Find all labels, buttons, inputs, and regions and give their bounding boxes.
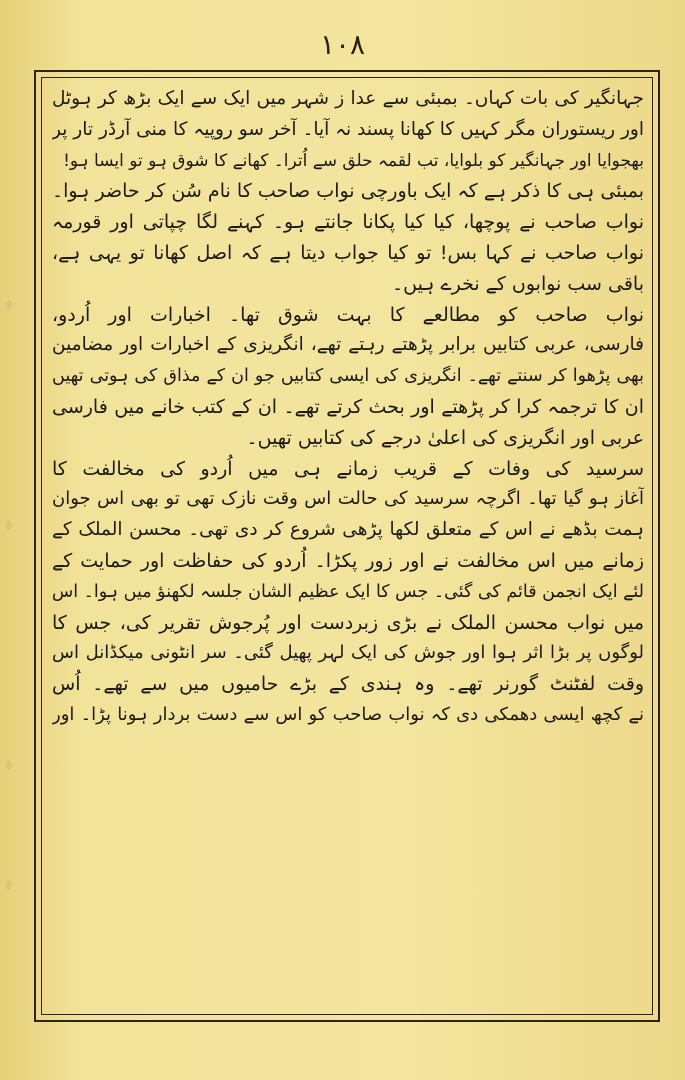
binding-hole [6, 760, 12, 770]
text-line: عربی اور انگریزی کی اعلیٰ درجے کی کتابیں تھیں۔ [246, 426, 644, 449]
binding-hole [6, 300, 12, 310]
text-line: نواب صاحب کو مطالعے کا بہت شوق تھا۔ اخبارات اور اُردو، [52, 303, 644, 326]
binding-holes [6, 0, 16, 1080]
text-line: وقت لفٹنٹ گورنر تھے۔ وہ ہندی کے بڑے حامیوں میں سے تھے۔ اُس [52, 673, 644, 696]
text-line: باقی سب نوابوں کے نخرے ہیں۔ [391, 272, 644, 295]
text-line: نواب صاحب نے کہا بس! تو کیا جواب دیتا ہے کہ اصل کھانا تو یہی ہے، [52, 241, 644, 264]
text-line: نواب صاحب نے پوچھا، کیا کیا پکانا جانتے ہو۔ کہنے لگا چپاتی اور قورمہ [52, 211, 644, 234]
binding-hole [6, 880, 12, 890]
text-line: نے کچھ ایسی دھمکی دی کہ نواب صاحب کو اس سے دست بردار ہونا پڑا۔ اور [52, 703, 644, 725]
text-line: بھجوایا اور جہانگیر کو بلوایا، تب لقمہ حلق سے اُترا۔ کھانے کا شوق ہو تو ایسا ہو! [63, 150, 644, 171]
text-line: زمانے میں اس مخالفت نے اور زور پکڑا۔ اُردو کی حفاظت اور حمایت کے [52, 549, 644, 572]
urdu-text-block [52, 84, 644, 1010]
text-line: میں نواب محسن الملک نے بڑی زبردست اور پُرجوش تقریر کی، جس کا [52, 611, 644, 634]
text-line: آغاز ہو گیا تھا۔ اگرچہ سرسید کی حالت اس وقت نازک تھی تو بھی اس جوان [52, 488, 644, 510]
text-line: ہمت بڈھے نے اس کے متعلق لکھا پڑھی شروع کر دی تھی۔ محسن الملک کے [52, 519, 644, 541]
text-line: لئے ایک انجمن قائم کی گئی۔ جس کا ایک عظیم الشان جلسہ لکھنؤ میں ہوا۔ اس [52, 581, 644, 602]
text-line: اور ریستوران مگر کہیں کا کھانا پسند نہ آیا۔ آخر سو روپیہ کا منی آرڈر تار پر [52, 118, 644, 140]
text-line: ان کا ترجمہ کرا کر پڑھتے اور بحث کرتے تھے۔ ان کے کتب خانے میں فارسی [52, 395, 644, 418]
text-line: فارسی، عربی کتابیں برابر پڑھتے رہتے تھے، انگریزی کے اخبارات اور مضامین [52, 334, 644, 356]
text-line: بمبئی ہی کا ذکر ہے کہ ایک باورچی نواب صاحب کا نام سُن کر حاضر ہوا۔ [52, 180, 644, 203]
text-line: سرسید کی وفات کے قریب زمانے ہی میں اُردو کی مخالفت کا [52, 457, 644, 480]
text-line: بھی پڑھوا کر سنتے تھے۔ انگریزی کی ایسی کتابیں جو ان کے مذاق کی ہوتی تھیں [52, 366, 644, 387]
text-line: لوگوں پر بڑا اثر ہوا اور جوش کی ایک لہر پھیل گئی۔ سر انٹونی میکڈانل اس [52, 642, 644, 664]
text-line: جہانگیر کی بات کہاں۔ بمبئی سے عدا ز شہر میں ایک سے ایک بڑھ کر ہوٹل [52, 88, 644, 109]
page-number: ۱۰۸ [319, 28, 366, 61]
binding-hole [6, 520, 12, 530]
